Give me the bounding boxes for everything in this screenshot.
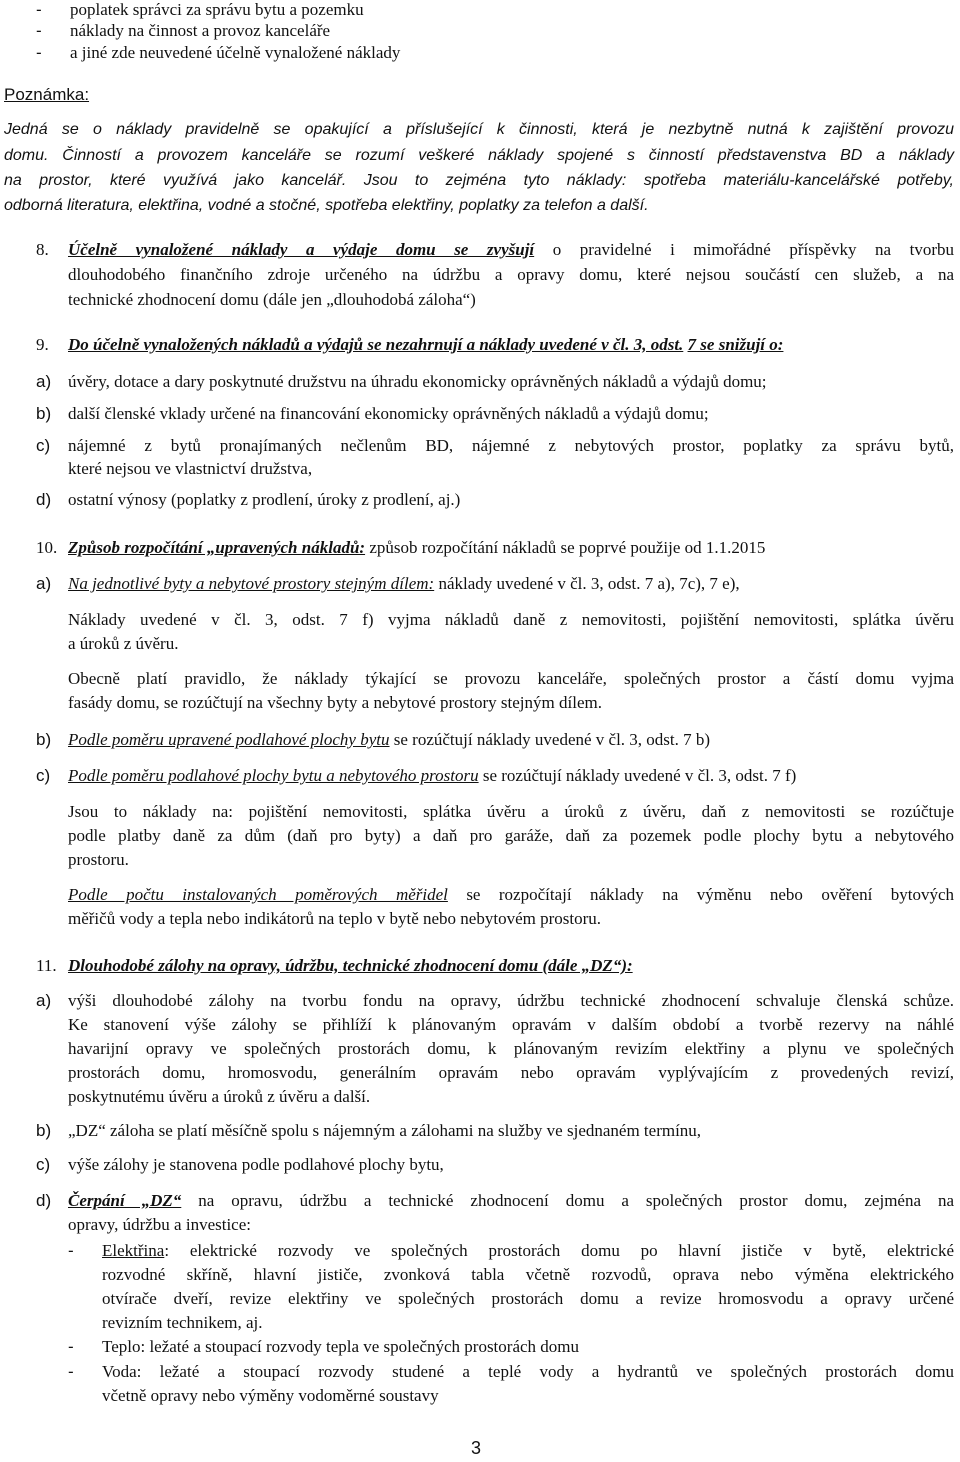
section-11-title: Dlouhodobé zálohy na opravy, údržbu, technické zhodnocení domu (dále „DZ“): [68, 956, 633, 975]
list-item: a jiné zde neuvedené účelně vynaložené náklady [70, 43, 401, 62]
page-number: 3 [471, 1438, 482, 1458]
item-text: Čerpání „DZ“ na opravu, údržbu a technické zhodnocení domu a společných prostor domu, zejména na [68, 1191, 955, 1210]
item-label: b) [36, 730, 52, 749]
bullet-dash: - [36, 43, 42, 62]
section-8-line2: dlouhodobého finančního zdroje určeného na údržbu a opravy domu, které nejsou součástí cen služeb, a na [68, 265, 954, 284]
list-item-line: včetně opravy nebo výměny vodoměrné soustavy [102, 1386, 439, 1405]
paragraph-line: měřičů vody a tepla nebo indikátorů na teplo v bytě nebo nebytovém prostoru. [68, 909, 602, 928]
paragraph-line: havarijní opravy ve společných prostorách domu, k plánovaným revizím elektřiny a plynu ve společných [68, 1039, 954, 1058]
paragraph-line: prostorách domu, hromosvodu, generálním opravám nebo opravám vyplývajícím z provedených revizí, [68, 1063, 954, 1082]
list-item: poplatek správci za správu bytu a pozemku [70, 0, 364, 19]
section-10-title: Způsob rozpočítání „upravených nákladů: způsob rozpočítání nákladů se poprvé použije od 1.1.2015 [68, 538, 766, 557]
item-text: „DZ“ záloha se platí měsíčně spolu s nájemným a zálohami na služby ve sjednaném termínu, [68, 1121, 702, 1140]
item-text: nájemné z bytů pronajímaných nečlenům BD, nájemné z nebytových prostor, poplatky za správu bytů, [68, 436, 954, 455]
paragraph-line: fasády domu, se rozúčtují na všechny byty a nebytové prostory stejným dílem. [68, 693, 602, 712]
item-label: b) [36, 1121, 52, 1140]
item-text: které nejsou ve vlastnictví družstva, [68, 459, 313, 478]
list-item: Voda: ležaté a stoupací rozvody studené a teplé vody a hydrantů ve společných prostorách domu [102, 1362, 954, 1381]
item-text: ostatní výnosy (poplatky z prodlení, úroky z prodlení, aj.) [68, 490, 461, 509]
item-text: Podle poměru upravené podlahové plochy bytu se rozúčtují náklady uvedené v čl. 3, odst. 7 b) [68, 730, 711, 749]
bullet-dash: - [68, 1362, 74, 1381]
list-item-line: otvírače dveří, revize elektřiny ve společných prostorách domu a revize hromosvodu a opravy určené [102, 1289, 954, 1308]
paragraph-line: výši dlouhodobé zálohy na tvorbu fondu na opravy, údržbu technické zhodnocení schvaluje členská schůze. [68, 991, 954, 1010]
item-text: další členské vklady určené na financování ekonomicky oprávněných nákladů a výdajů domu; [68, 404, 709, 423]
bullet-dash: - [36, 0, 42, 19]
bullet-dash: - [68, 1241, 74, 1260]
paragraph-line: podle platby daně za dům (daň pro byty) a daň pro garáže, daň za pozemek podle plochy bytu a nebytového [68, 826, 954, 845]
bullet-dash: - [68, 1337, 74, 1356]
paragraph-line: a úroků z úvěru. [68, 634, 179, 653]
note-line: na prostor, které využívá jako kancelář. Jsou to zejména tyto náklady: spotřeba materiálu-kancelářské potřeby, [4, 172, 954, 189]
paragraph-line: prostoru. [68, 850, 129, 869]
item-label: a) [36, 372, 52, 391]
bullet-dash: - [36, 21, 42, 40]
item-text: výše zálohy je stanovena podle podlahové plochy bytu, [68, 1155, 444, 1174]
section-number: 11. [36, 956, 57, 975]
list-item-line: rozvodné skříně, hlavní jističe, zvonková tabla včetně rozvodů, oprava nebo výměna elektrického [102, 1265, 954, 1284]
list-item-line: revizním technikem, aj. [102, 1313, 263, 1332]
item-label: c) [36, 1155, 51, 1174]
item-label: a) [36, 991, 52, 1010]
list-item: Elektřina: elektrické rozvody ve společných prostorách domu po hlavní jističe v bytě, elektrické [102, 1241, 954, 1260]
section-number: 8. [36, 240, 49, 259]
section-8-line3: technické zhodnocení domu (dále jen „dlouhodobá záloha“) [68, 290, 476, 309]
item-label: c) [36, 766, 51, 785]
list-item: náklady na činnost a provoz kanceláře [70, 21, 331, 40]
paragraph-line: Podle počtu instalovaných poměrových měřidel se rozpočítají náklady na výměnu nebo ověření bytových [68, 885, 954, 904]
section-title: Účelně vynaložené náklady a výdaje domu se zvyšují [68, 240, 535, 259]
section-8-line1 [68, 240, 954, 260]
section-9-title: Do účelně vynaložených nákladů a výdajů se nezahrnují a náklady uvedené v čl. 3, odst. 7 se snižují o: [68, 335, 784, 354]
item-label: d) [36, 1191, 52, 1210]
item-label: b) [36, 404, 52, 423]
paragraph-line: Jsou to náklady na: pojištění nemovitosti, splátka úvěru a úroků z úvěru, daň z nemovitosti se rozúčtuje [68, 802, 954, 821]
item-text: Na jednotlivé byty a nebytové prostory stejným dílem: náklady uvedené v čl. 3, odst. 7 a), 7c), 7 e), [68, 574, 740, 593]
paragraph-line: poskytnutému úvěru a úroků z úvěru a další. [68, 1087, 371, 1106]
paragraph-line: Obecně platí pravidlo, že náklady týkající se provozu kanceláře, společných prostor a částí domu vyjma [68, 669, 954, 688]
item-label: a) [36, 574, 52, 593]
section-number: 9. [36, 335, 49, 354]
paragraph-line: Náklady uvedené v čl. 3, odst. 7 f) vyjma nákladů daně z nemovitosti, pojištění nemovitosti, splátka úvěru [68, 610, 954, 629]
item-text: opravy, údržbu a investice: [68, 1215, 251, 1234]
item-text: úvěry, dotace a dary poskytnuté družstvu na úhradu ekonomicky oprávněných nákladů a výdajů domu; [68, 372, 767, 391]
section-number: 10. [36, 538, 58, 557]
note-line: Jedná se o náklady pravidelně se opakující a příslušející k činnosti, která je nezbytně nutná k zajištění provozu [4, 121, 954, 138]
note-line: odborná literatura, elektřina, vodné a stočné, spotřeba elektřiny, poplatky za telefon a další. [4, 197, 649, 214]
note-line: domu. Činností a provozem kanceláře se rozumí veškeré náklady spojené s činností představenstva BD a náklady [4, 147, 954, 164]
item-label: d) [36, 490, 52, 509]
section-text: o pravidelné i mimořádné příspěvky na tvorbu [552, 240, 955, 259]
paragraph-line: Ke stanovení výše zálohy se přihlíží k plánovaným opravám v dalším období a tvorbě rezervy na náhlé [68, 1015, 954, 1034]
item-label: c) [36, 436, 51, 455]
item-text: Podle poměru podlahové plochy bytu a nebytového prostoru se rozúčtují náklady uvedené v čl. 3, odst. 7 f) [68, 766, 797, 785]
note-heading: Poznámka: [4, 85, 90, 104]
list-item: Teplo: ležaté a stoupací rozvody tepla ve společných prostorách domu [102, 1337, 580, 1356]
